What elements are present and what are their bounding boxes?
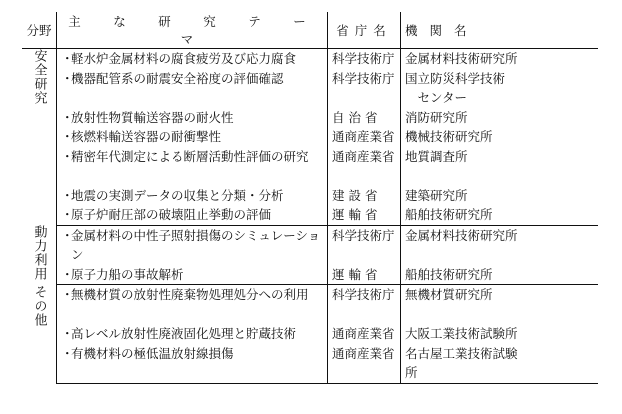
theme-text: 精密年代測定による断層活動性評価の研究 xyxy=(71,148,309,164)
theme-line xyxy=(61,69,323,89)
institution-cell xyxy=(401,186,599,206)
theme-line xyxy=(61,344,323,364)
institution-text: 船舶技術研究所 xyxy=(405,266,493,282)
ministry-cell xyxy=(328,69,401,108)
ministry-cell xyxy=(328,225,401,265)
theme-cell xyxy=(57,344,328,384)
table-body xyxy=(22,49,598,384)
table-row xyxy=(22,344,598,384)
table-row xyxy=(22,69,598,108)
field-label: 安全研究 xyxy=(31,49,47,105)
field-cell xyxy=(22,225,57,285)
institution-text: 船舶技術研究所 xyxy=(405,207,493,222)
table-row xyxy=(22,205,598,225)
theme-text: 軽水炉金属材料の腐食疲労及び応力腐食 xyxy=(71,51,297,66)
bullet-marker: ・ xyxy=(61,129,74,144)
institution-text: 建築研究所 xyxy=(405,187,468,203)
table-row xyxy=(22,186,598,206)
theme-text: 有機材料の極低温放射線損傷 xyxy=(71,345,234,361)
theme-line xyxy=(61,186,323,206)
table-row xyxy=(22,147,598,186)
theme-line xyxy=(61,49,323,69)
institution-text: 無機材質研究所 xyxy=(405,287,493,302)
bullet-marker: ・ xyxy=(61,227,74,243)
theme-line xyxy=(61,205,323,225)
theme-line xyxy=(61,108,323,128)
theme-line xyxy=(61,127,323,147)
theme-cell xyxy=(57,127,328,147)
bullet-marker: ・ xyxy=(61,287,74,302)
header-ministry: 省庁名 xyxy=(328,12,401,49)
theme-cell xyxy=(57,265,328,285)
institution-cell xyxy=(401,285,599,325)
ministry-cell xyxy=(328,108,401,128)
table-row xyxy=(22,49,598,69)
theme-line xyxy=(61,324,323,344)
theme-text: 地震の実測データの収集と分類・分析 xyxy=(71,187,284,203)
theme-cell xyxy=(57,186,328,206)
institution-cell xyxy=(401,127,599,147)
table-row xyxy=(22,225,598,265)
institution-cell xyxy=(401,205,599,225)
theme-line xyxy=(61,147,323,167)
institution-cell xyxy=(401,344,599,384)
theme-cell xyxy=(57,205,328,225)
bullet-marker: ・ xyxy=(61,109,74,125)
theme-text: 金属材料の中性子照射損傷のシミュレーション xyxy=(71,227,321,262)
research-theme-table xyxy=(22,12,598,384)
institution-text: 名古屋工業技術試験 所 xyxy=(405,345,518,380)
theme-cell xyxy=(57,147,328,186)
ministry-text: 建 設 省 xyxy=(332,187,378,203)
ministry-text: 科学技術庁 xyxy=(332,287,395,302)
ministry-cell xyxy=(328,285,401,325)
ministry-cell xyxy=(328,265,401,285)
institution-text: 金属材料技術研究所 xyxy=(405,51,518,66)
theme-line xyxy=(61,285,323,305)
institution-text: 国立防災科学技術 センター xyxy=(405,70,506,105)
ministry-text: 運 輸 省 xyxy=(332,207,378,222)
institution-text: 金属材料技術研究所 xyxy=(405,227,518,243)
theme-cell xyxy=(57,49,328,69)
ministry-text: 科学技術庁 xyxy=(332,70,395,86)
bullet-marker: ・ xyxy=(61,326,74,341)
theme-cell xyxy=(57,108,328,128)
institution-cell xyxy=(401,69,599,108)
table-row xyxy=(22,265,598,285)
table-row xyxy=(22,285,598,325)
table-row xyxy=(22,324,598,344)
ministry-text: 科学技術庁 xyxy=(332,227,395,243)
theme-text: 核燃料輸送容器の耐衝撃性 xyxy=(71,129,222,144)
theme-text: 原子力船の事故解析 xyxy=(71,266,184,282)
field-label: その他 xyxy=(31,284,47,327)
ministry-text: 通商産業省 xyxy=(332,345,395,361)
ministry-text: 科学技術庁 xyxy=(332,51,395,66)
theme-line xyxy=(61,265,323,285)
institution-text: 地質調査所 xyxy=(405,148,468,164)
ministry-text: 運 輸 省 xyxy=(332,266,378,282)
institution-cell xyxy=(401,147,599,186)
field-cell xyxy=(22,49,57,226)
bullet-marker: ・ xyxy=(61,148,74,164)
institution-text: 機械技術研究所 xyxy=(405,129,493,144)
institution-text: 消防研究所 xyxy=(405,109,468,125)
header-theme: 主 な 研 究 テ ー マ xyxy=(57,12,328,49)
theme-cell xyxy=(57,285,328,325)
ministry-cell xyxy=(328,186,401,206)
bullet-marker: ・ xyxy=(61,187,74,203)
header-institution: 機関名 xyxy=(401,12,599,49)
bullet-marker: ・ xyxy=(61,70,74,86)
theme-cell xyxy=(57,69,328,108)
ministry-cell xyxy=(328,49,401,69)
theme-text: 無機材質の放射性廃棄物処理処分への利用 xyxy=(71,287,309,302)
field-cell xyxy=(22,285,57,384)
theme-text: 高レベル放射性廃液固化処理と貯蔵技術 xyxy=(71,326,297,341)
table-header-row xyxy=(22,12,598,49)
theme-cell xyxy=(57,225,328,265)
ministry-cell xyxy=(328,324,401,344)
ministry-text: 通商産業省 xyxy=(332,326,395,341)
theme-line xyxy=(61,226,323,265)
theme-text: 機器配管系の耐震安全裕度の評価確認 xyxy=(71,70,284,86)
ministry-text: 通商産業省 xyxy=(332,148,395,164)
ministry-text: 通商産業省 xyxy=(332,129,395,144)
ministry-text: 自 治 省 xyxy=(332,109,378,125)
table-row xyxy=(22,108,598,128)
institution-cell xyxy=(401,265,599,285)
header-field: 分野 xyxy=(22,12,57,49)
field-label: 動力利用 xyxy=(31,225,47,281)
theme-text: 原子炉耐圧部の破壊阻止挙動の評価 xyxy=(71,207,272,222)
bullet-marker: ・ xyxy=(61,207,74,222)
ministry-cell xyxy=(328,205,401,225)
table-row xyxy=(22,127,598,147)
bullet-marker: ・ xyxy=(61,51,74,66)
ministry-cell xyxy=(328,127,401,147)
theme-text: 放射性物質輸送容器の耐火性 xyxy=(71,109,234,125)
ministry-cell xyxy=(328,147,401,186)
institution-cell xyxy=(401,225,599,265)
bullet-marker: ・ xyxy=(61,266,74,282)
institution-cell xyxy=(401,49,599,69)
institution-text: 大阪工業技術試験所 xyxy=(405,326,518,341)
theme-cell xyxy=(57,324,328,344)
institution-cell xyxy=(401,324,599,344)
bullet-marker: ・ xyxy=(61,345,74,361)
ministry-cell xyxy=(328,344,401,384)
institution-cell xyxy=(401,108,599,128)
